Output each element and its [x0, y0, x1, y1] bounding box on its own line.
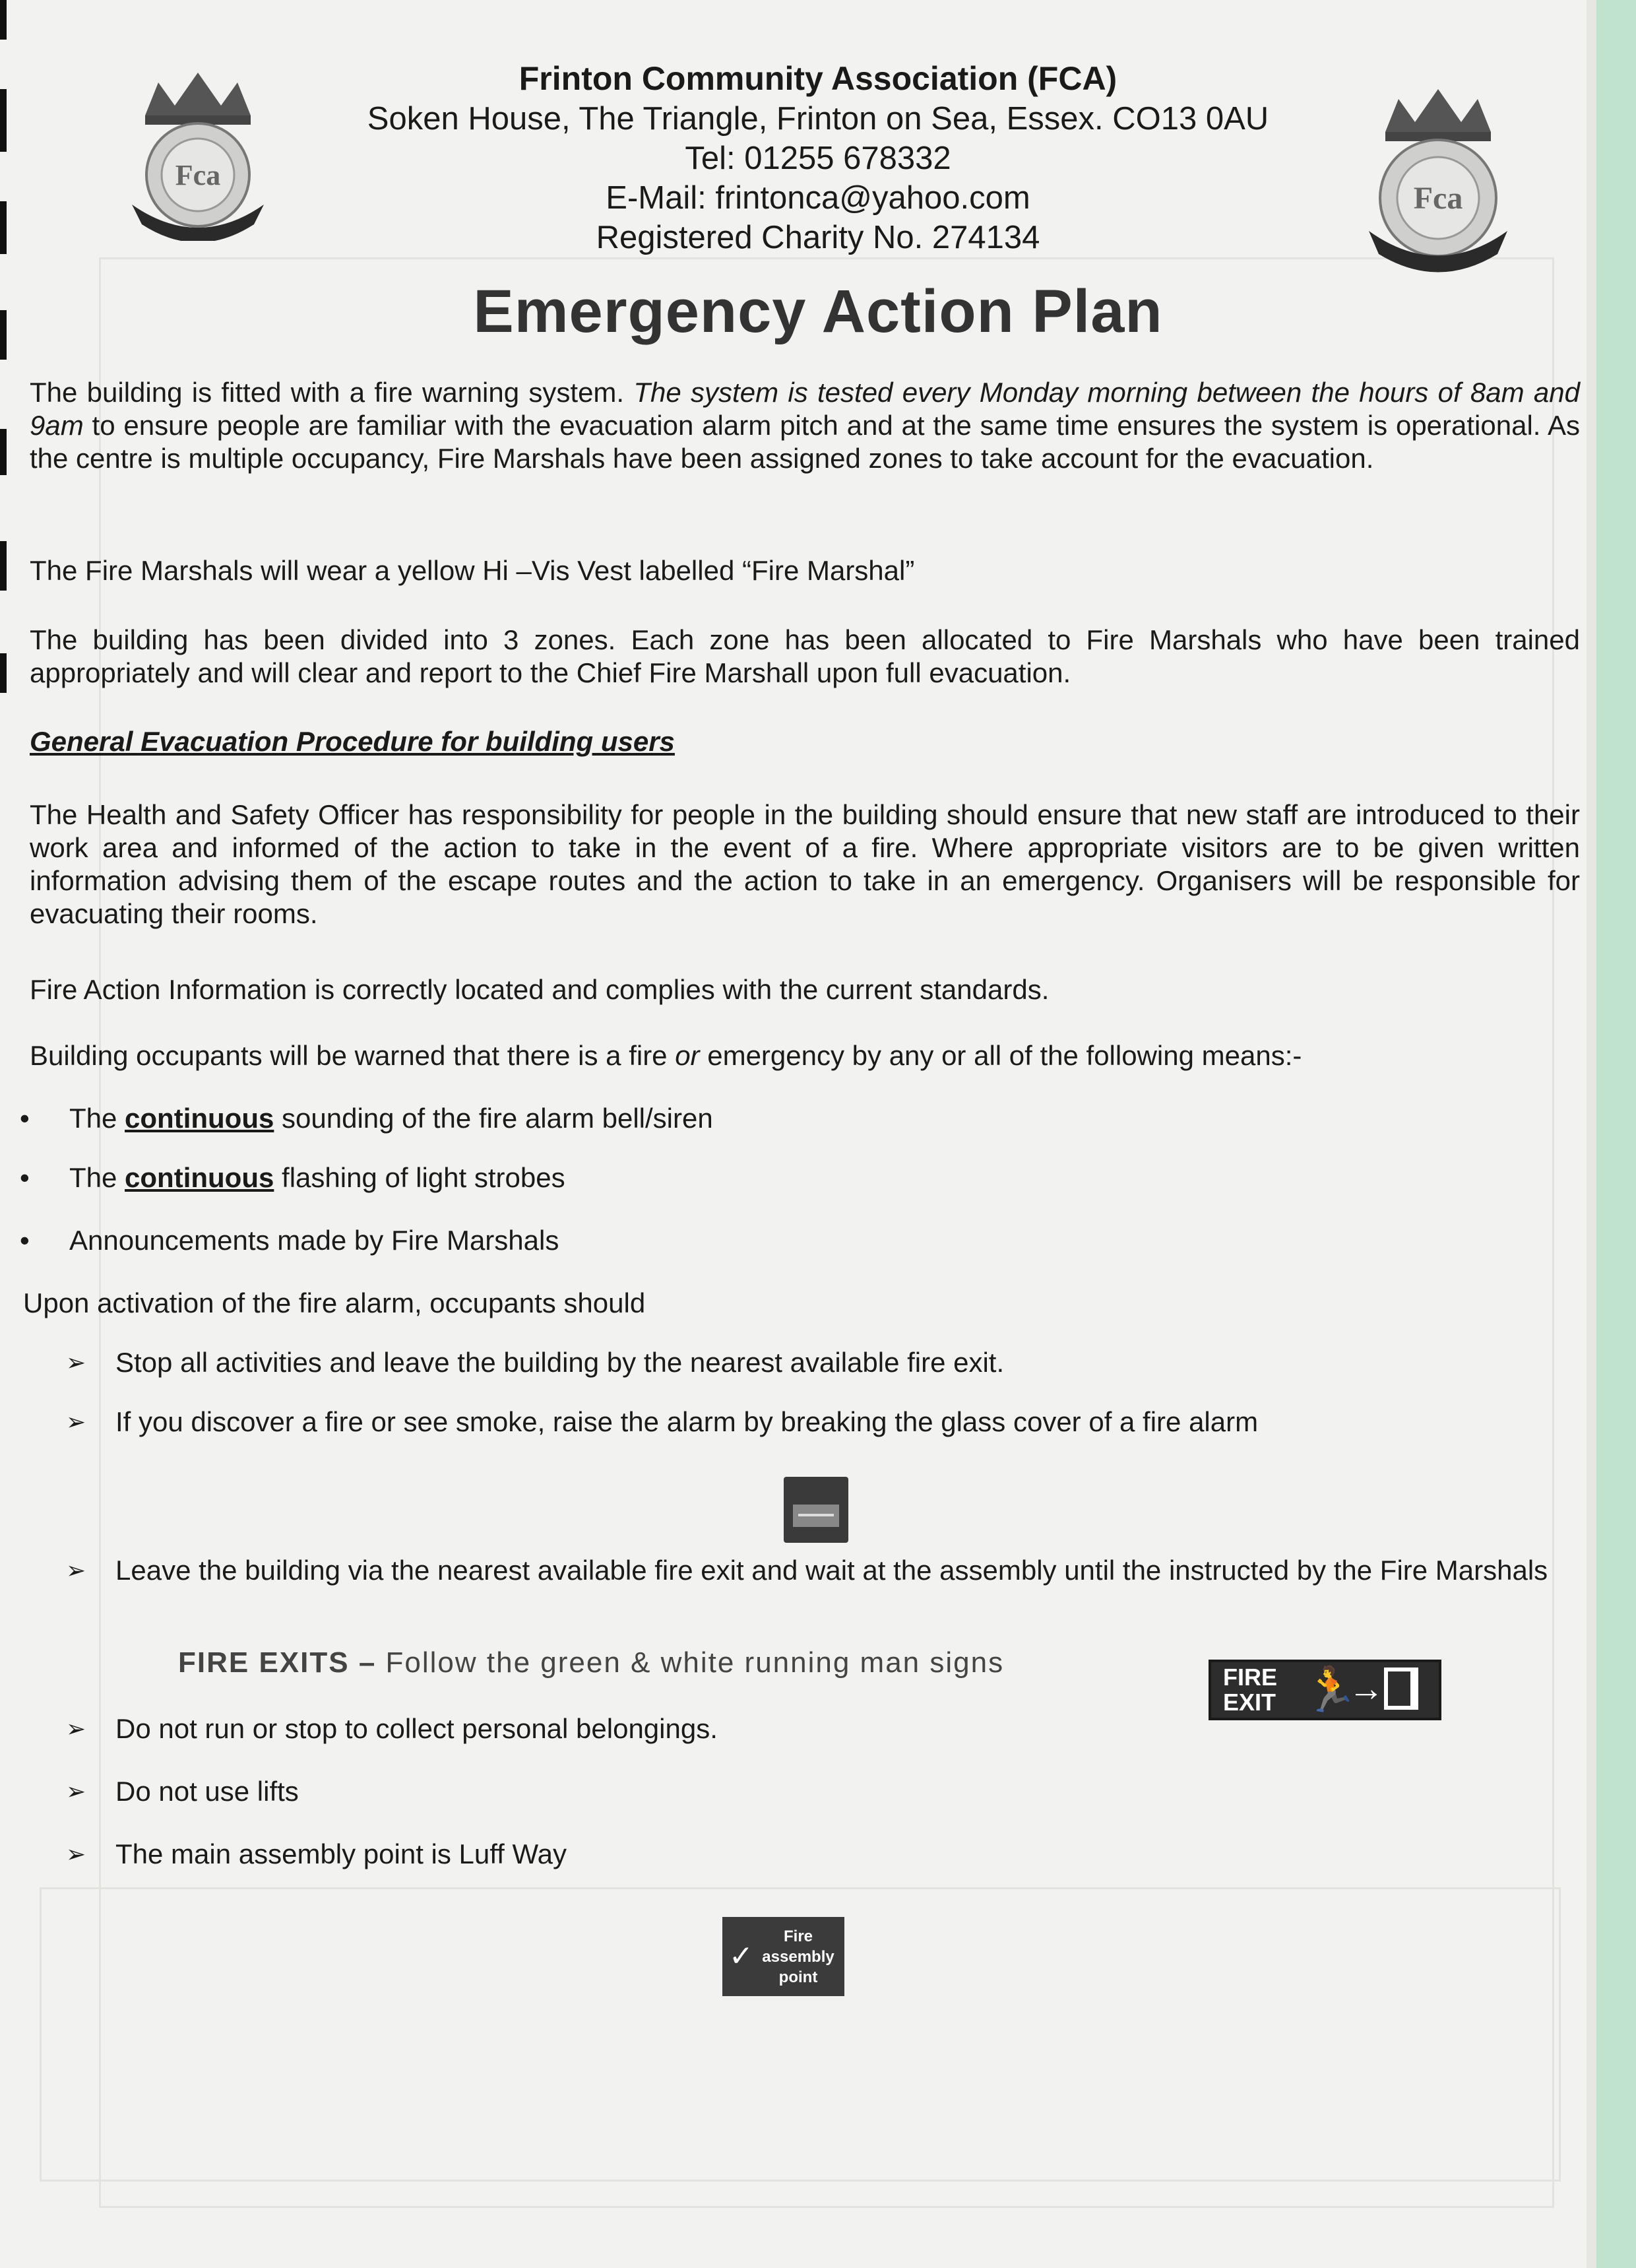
arrow-bullet-icon: ➢: [66, 1715, 86, 1742]
bullet-text: sounding of the fire alarm bell/siren: [274, 1103, 713, 1134]
upon-activation-text: Upon activation of the fire alarm, occupants should: [23, 1287, 646, 1318]
org-telephone: Tel: 01255 678332: [685, 141, 951, 176]
page-title: Emergency Action Plan: [473, 278, 1163, 345]
binder-mark: [0, 541, 7, 591]
org-address: Soken House, The Triangle, Frinton on Sea, Essex. CO13 0AU: [367, 101, 1269, 137]
exit-sign-label: [1223, 1665, 1277, 1715]
fire-exits-note: [178, 1646, 1004, 1679]
assembly-line2: assembly: [762, 1948, 834, 1966]
fire-assembly-point-icon: [722, 1917, 844, 1996]
arrow-bullet-icon: ➢: [66, 1408, 86, 1435]
running-man-icon: 🏃: [1304, 1665, 1358, 1714]
action-item-leave-building: [66, 1554, 1570, 1587]
exit-sign-line1: FIRE: [1223, 1664, 1278, 1691]
intro-paragraph-2: The Fire Marshals will wear a yellow Hi –Vis Vest labelled “Fire Marshal”: [30, 555, 915, 586]
fca-logo-left: [119, 69, 277, 241]
procedure-paragraph-2: Fire Action Information is correctly located and complies with the current standards.: [30, 974, 1050, 1005]
bullet-dot: •: [20, 1225, 30, 1256]
intro-paragraph-1: [30, 376, 1580, 475]
action-item-no-lifts: [66, 1775, 1570, 1808]
fire-exits-dash: –: [349, 1646, 386, 1679]
action-text: If you discover a fire or see smoke, raise the alarm by breaking the glass cover of a fire alarm: [115, 1406, 1259, 1437]
binder-mark: [0, 429, 7, 475]
door-icon: [1384, 1668, 1418, 1710]
assembly-line3: point: [778, 1968, 818, 1986]
procedure-p3-italic: or: [675, 1040, 700, 1071]
assembly-sign-text: [755, 1926, 841, 1988]
action-text: Do not use lifts: [115, 1776, 299, 1807]
fire-exits-lead: FIRE EXITS: [178, 1646, 350, 1679]
letterhead: [277, 58, 1359, 257]
arrow-bullet-icon: ➢: [66, 1349, 86, 1376]
org-charity-number: Registered Charity No. 274134: [596, 220, 1040, 255]
bullet-text: flashing of light strobes: [274, 1162, 565, 1193]
section-heading: General Evacuation Procedure for building users: [30, 726, 675, 757]
fire-exit-running-man-icon: [1209, 1660, 1441, 1720]
binder-mark: [0, 201, 7, 254]
intro-p1-text: The building is fitted with a fire warning system.: [30, 377, 634, 408]
fca-logo-right: [1359, 86, 1517, 277]
bullet-text: Announcements made by Fire Marshals: [69, 1225, 559, 1256]
assembly-line1: Fire: [783, 1928, 813, 1945]
binder-mark: [0, 653, 7, 693]
action-item-no-running: [66, 1712, 1570, 1745]
svg-text:Fca: Fca: [175, 159, 221, 191]
binder-mark: [0, 89, 7, 152]
svg-text:Fca: Fca: [1413, 181, 1463, 216]
exit-sign-line2: EXIT: [1223, 1689, 1276, 1716]
warning-bullet: [20, 1224, 559, 1257]
action-text: Stop all activities and leave the building by the nearest available fire exit.: [115, 1347, 1005, 1378]
action-item-assembly-point: [66, 1838, 1570, 1871]
bullet-text: The: [69, 1162, 125, 1193]
bullet-dot: •: [20, 1103, 30, 1134]
intro-paragraph-3: The building has been divided into 3 zones. Each zone has been allocated to Fire Marshals who have been trained appropriately and will clear and report to the Chief Fire Marshall upon full evacuation.: [30, 624, 1580, 688]
bullet-dot: •: [20, 1162, 30, 1193]
arrow-bullet-icon: ➢: [66, 1778, 86, 1805]
bullet-emphasis: continuous: [125, 1162, 274, 1193]
procedure-p3-end: emergency by any or all of the following means:-: [699, 1040, 1302, 1071]
fire-alarm-call-point-icon: [784, 1477, 848, 1543]
action-text: Do not run or stop to collect personal belongings.: [115, 1713, 718, 1744]
arrow-bullet-icon: ➢: [66, 1840, 86, 1867]
arrow-bullet-icon: ➢: [66, 1557, 86, 1584]
action-text: The main assembly point is Luff Way: [115, 1838, 567, 1869]
procedure-p3-text: Building occupants will be warned that there is a fire: [30, 1040, 676, 1071]
procedure-paragraph-3: [30, 1039, 1580, 1072]
action-item-raise-alarm: [66, 1406, 1570, 1439]
arrow-right-icon: →: [1348, 1669, 1384, 1708]
bullet-text: The: [69, 1103, 125, 1134]
procedure-paragraph-1: The Health and Safety Officer has responsibility for people in the building should ensure that new staff are introduced to their work area and informed of the action to take in the event of a fire. Where appropriate visitors are to be given written information advising them of the escape routes and the action to take in an emergency. Organisers will be responsible for evacuating their rooms.: [30, 799, 1580, 929]
action-text: Leave the building via the nearest available fire exit and wait at the assembly until the instructed by the Fire Marshals: [115, 1555, 1548, 1586]
org-name: Frinton Community Association (FCA): [519, 60, 1117, 97]
org-email: E-Mail: frintonca@yahoo.com: [606, 180, 1030, 216]
warning-bullet: [20, 1161, 565, 1194]
fire-exits-rest: Follow the green & white running man signs: [385, 1646, 1005, 1679]
intro-p1-end: to ensure people are familiar with the evacuation alarm pitch and at the same time ensures the system is operational. As the centre is multiple occupancy, Fire Marshals have been assigned zones to take account for the evacuation.: [30, 410, 1580, 474]
binder-mark: [0, 0, 7, 40]
intro-p1-italic: The system is tested every Monday morning between the hours of 8am and 9am: [30, 377, 1580, 441]
bullet-emphasis: continuous: [125, 1103, 274, 1134]
action-item-stop: [66, 1346, 1570, 1379]
warning-bullet: [20, 1102, 713, 1135]
checkmark-icon: ✓: [729, 1940, 753, 1972]
